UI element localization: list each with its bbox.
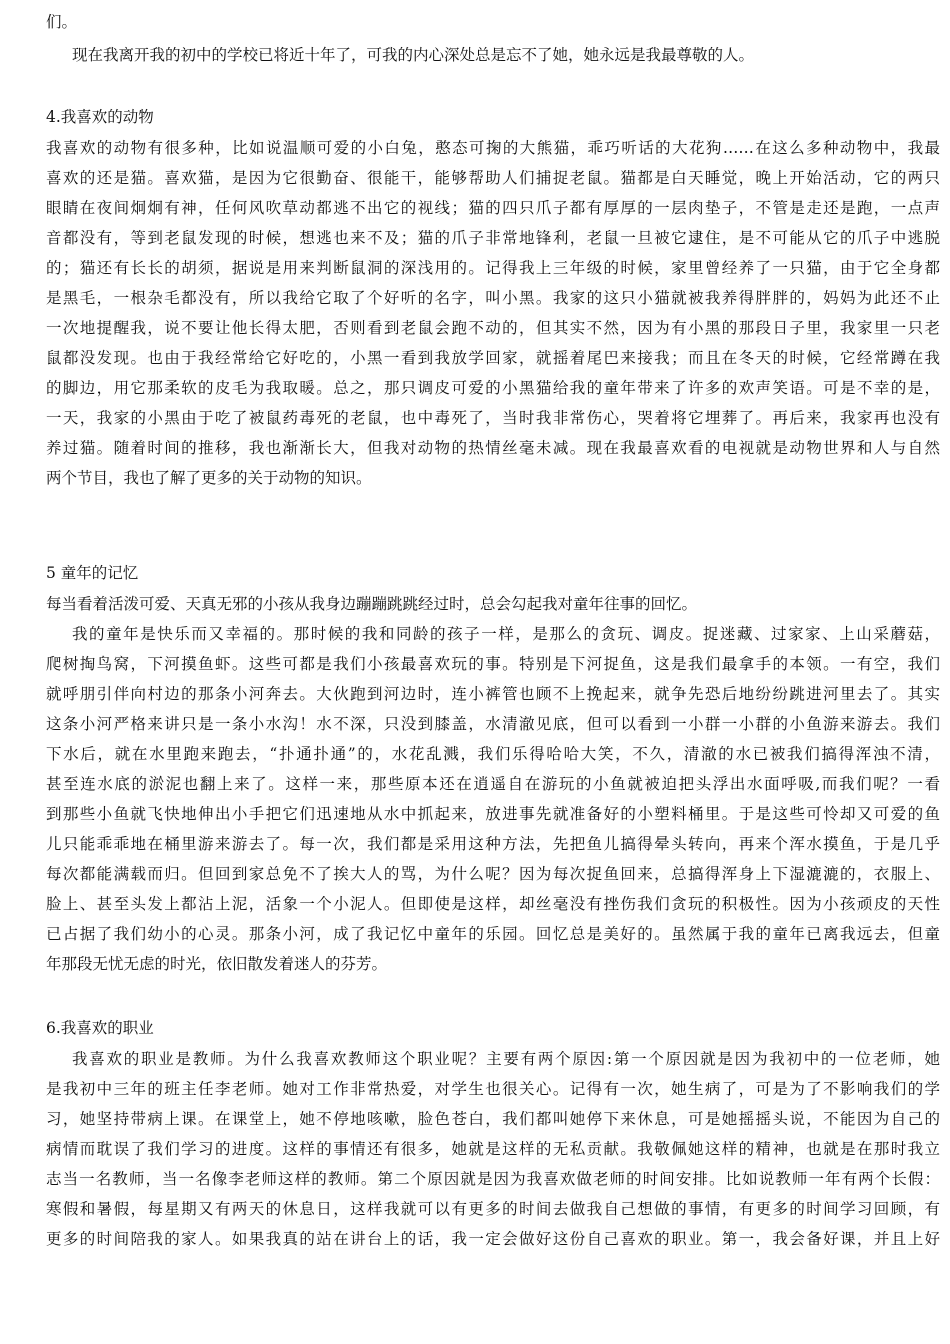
paragraph-line: 是黑毛，一根杂毛都没有，所以我给它取了个好听的名字，叫小黑。我家的这只小猫就被我养得胖胖的，妈妈为此还不止 <box>46 289 940 307</box>
paragraph-line: 们。 <box>46 13 78 31</box>
paragraph-line: 病情而耽误了我们学习的进度。这样的事情还有很多，她就是这样的无私贡献。我敬佩她这样的精神，也就是在那时我立 <box>46 1140 940 1158</box>
paragraph-line: 已占据了我们幼小的心灵。那条小河，成了我记忆中童年的乐园。回忆总是美好的。虽然属于我的童年已离我远去，但童 <box>46 925 940 943</box>
paragraph-line: 的；猫还有长长的胡须，据说是用来判断鼠洞的深浅用的。记得我上三年级的时候，家里曾经养了一只猫，由于它全身都 <box>46 259 940 277</box>
paragraph-line: 两个节目，我也了解了更多的关于动物的知识。 <box>46 469 372 487</box>
paragraph-line: 我喜欢的动物有很多种，比如说温顺可爱的小白兔，憨态可掬的大熊猫，乖巧听话的大花狗……在这么多种动物中，我最 <box>46 139 940 157</box>
section-heading-5: 5 童年的记忆 <box>46 564 139 582</box>
paragraph-line: 到那些小鱼就飞快地伸出小手把它们迅速地从水中抓起来，放进事先就准备好的小塑料桶里。于是这些可怜却又可爱的鱼 <box>46 805 940 823</box>
paragraph-line: 习，她坚持带病上课。在课堂上，她不停地咳嗽，脸色苍白，我们都叫她停下来休息，可是她摇摇头说，不能因为自己的 <box>46 1110 940 1128</box>
paragraph-line: 志当一名教师，当一名像李老师这样的教师。第二个原因就是因为我喜欢做老师的时间安排。比如说教师一年有两个长假： <box>46 1170 940 1188</box>
paragraph-line: 每次都能满载而归。但回到家总免不了挨大人的骂，为什么呢？因为每次捉鱼回来，总搞得浑身上下湿漉漉的，衣服上、 <box>46 865 940 883</box>
section-heading-6: 6.我喜欢的职业 <box>46 1019 154 1037</box>
paragraph-line: 我喜欢的职业是教师。为什么我喜欢教师这个职业呢？主要有两个原因:第一个原因就是因为我初中的一位老师，她 <box>72 1050 940 1068</box>
paragraph-line: 鼠都没发现。也由于我经常给它好吃的，小黑一看到我放学回家，就摇着尾巴来接我；而且在冬天的时候，它经常蹲在我 <box>46 349 940 367</box>
paragraph-line: 养过猫。随着时间的推移，我也渐渐长大，但我对动物的热情丝毫未减。现在我最喜欢看的电视就是动物世界和人与自然 <box>46 439 940 457</box>
paragraph-line: 现在我离开我的初中的学校已将近十年了，可我的内心深处总是忘不了她，她永远是我最尊敬的人。 <box>72 46 755 64</box>
paragraph-line: 就呼朋引伴向村边的那条小河奔去。大伙跑到河边时，连小裤管也顾不上挽起来，就争先恐后地纷纷跳进河里去了。其实 <box>46 685 940 703</box>
paragraph-line: 的脚边，用它那柔软的皮毛为我取暖。总之，那只调皮可爱的小黑猫给我的童年带来了许多的欢声笑语。可是不幸的是， <box>46 379 940 397</box>
paragraph-line: 下水后，就在水里跑来跑去，“扑通扑通”的，水花乱溅，我们乐得哈哈大笑，不久，清澈的水已被我们搞得浑浊不清， <box>46 745 940 763</box>
paragraph-line: 脸上、甚至头发上都沾上泥，活象一个小泥人。但即使是这样，却丝毫没有挫伤我们贪玩的积极性。因为小孩顽皮的天性 <box>46 895 940 913</box>
paragraph-line: 甚至连水底的淤泥也翻上来了。这样一来，那些原本还在逍遥自在游玩的小鱼就被迫把头浮出水面呼吸,而我们呢？一看 <box>46 775 940 793</box>
paragraph-line: 每当看着活泼可爱、天真无邪的小孩从我身边蹦蹦跳跳经过时，总会勾起我对童年往事的回忆。 <box>46 595 698 613</box>
paragraph-line: 我的童年是快乐而又幸福的。那时候的我和同龄的孩子一样，是那么的贪玩、调皮。捉迷藏、过家家、上山采蘑菇， <box>72 625 940 643</box>
paragraph-line: 眼睛在夜间炯炯有神，任何风吹草动都逃不出它的视线；猫的四只爪子都有厚厚的一层肉垫子，不管是走还是跑，一点声 <box>46 199 940 217</box>
paragraph-line: 儿只能乖乖地在桶里游来游去了。每一次，我们都是采用这种方法，先把鱼儿搞得晕头转向，再来个浑水摸鱼，于是几乎 <box>46 835 940 853</box>
paragraph-line: 爬树掏鸟窝，下河摸鱼虾。这些可都是我们小孩最喜欢玩的事。特别是下河捉鱼，这是我们最拿手的本领。一有空，我们 <box>46 655 940 673</box>
paragraph-line: 寒假和暑假，每星期又有两天的休息日，这样我就可以有更多的时间去做我自己想做的事情，有更多的时间学习回顾，有 <box>46 1200 940 1218</box>
paragraph-line: 是我初中三年的班主任李老师。她对工作非常热爱，对学生也很关心。记得有一次，她生病了，可是为了不影响我们的学 <box>46 1080 940 1098</box>
paragraph-line: 更多的时间陪我的家人。如果我真的站在讲台上的话，我一定会做好这份自己喜欢的职业。第一，我会备好课，并且上好 <box>46 1230 940 1248</box>
paragraph-line: 一天，我家的小黑由于吃了被鼠药毒死的老鼠，也中毒死了，当时我非常伤心，哭着将它埋葬了。再后来，我家再也没有 <box>46 409 940 427</box>
paragraph-line: 年那段无忧无虑的时光，依旧散发着迷人的芬芳。 <box>46 955 388 973</box>
paragraph-line: 这条小河严格来讲只是一条小水沟！水不深，只没到膝盖，水清澈见底，但可以看到一小群一小群的小鱼游来游去。我们 <box>46 715 940 733</box>
paragraph-line: 一次地提醒我，说不要让他长得太肥，否则看到老鼠会跑不动的，但其实不然，因为有小黑的那段日子里，我家里一只老 <box>46 319 940 337</box>
paragraph-line: 音都没有，等到老鼠发现的时候，想逃也来不及；猫的爪子非常地锋利，老鼠一旦被它逮住，是不可能从它的爪子中逃脱 <box>46 229 940 247</box>
section-heading-4: 4.我喜欢的动物 <box>46 108 154 126</box>
paragraph-line: 喜欢的还是猫。喜欢猫，是因为它很勤奋、很能干，能够帮助人们捕捉老鼠。猫都是白天睡觉，晚上开始活动，它的两只 <box>46 169 940 187</box>
